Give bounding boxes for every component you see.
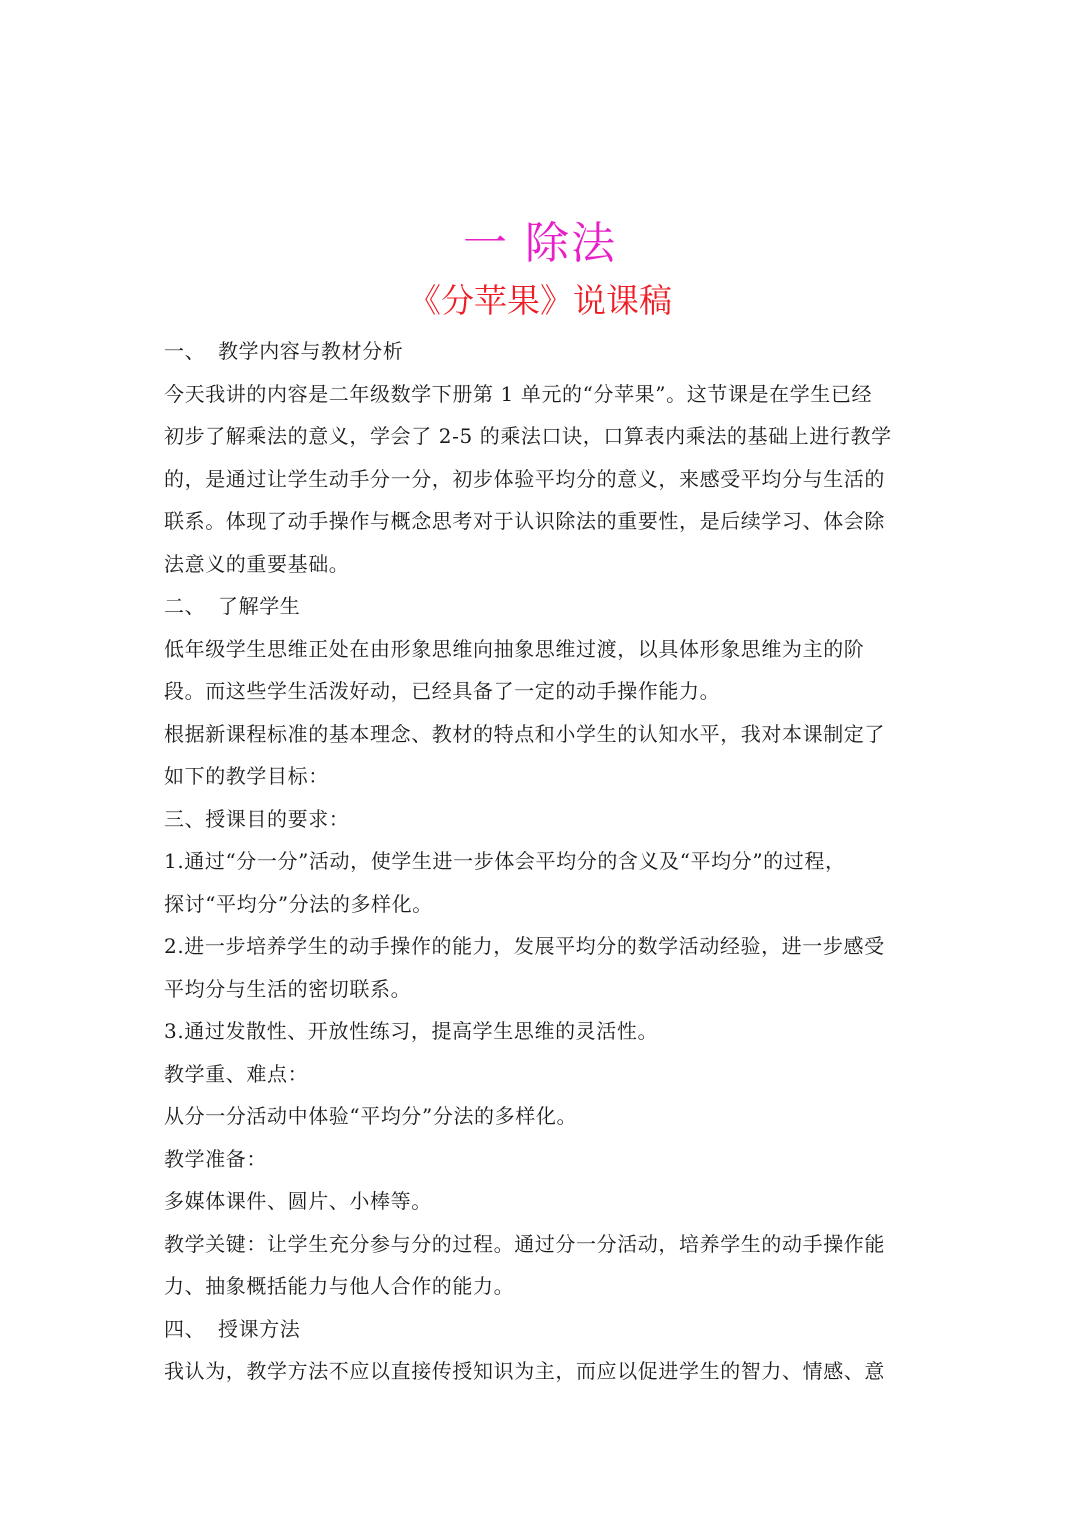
body-text-line: 段。而这些学生活泼好动，已经具备了一定的动手操作能力。 <box>164 679 721 703</box>
body-text-line: 从分一分活动中体验“平均分”分法的多样化。 <box>164 1104 578 1128</box>
body-text-line: 教学准备： <box>164 1146 267 1171</box>
body-text-line: 三、授课目的要求： <box>164 806 350 831</box>
body-text-line: 如下的教学目标： <box>164 764 329 788</box>
body-text-line: 初步了解乘法的意义，学会了 2-5 的乘法口诀，口算表内乘法的基础上进行教学 <box>164 424 892 448</box>
section-heading <box>164 330 918 373</box>
section-heading-text: 授课方法 <box>218 1316 301 1341</box>
body-text-line: 联系。体现了动手操作与概念思考对于认识除法的重要性，是后续学习、体会除 <box>164 509 885 533</box>
body-text-line: 2.进一步培养学生的动手操作的能力，发展平均分的数学活动经验，进一步感受 <box>164 934 885 958</box>
section-number: 二、 <box>164 594 206 618</box>
body-text-line: 我认为，教学方法不应以直接传授知识为主，而应以促进学生的智力、情感、意 <box>164 1359 885 1383</box>
body-text-line: 平均分与生活的密切联系。 <box>164 976 412 1001</box>
body-text-line: 根据新课程标准的基本理念、教材的特点和小学生的认知水平，我对本课制定了 <box>164 721 885 746</box>
body-text-line: 力、抽象概括能力与他人合作的能力。 <box>164 1274 515 1298</box>
section-number: 一、 <box>164 339 206 363</box>
body-text-line: 1.通过“分一分”活动，使学生进一步体会平均分的含义及“平均分”的过程， <box>164 849 846 873</box>
body-text-line: 今天我讲的内容是二年级数学下册第 1 单元的“分苹果”。这节课是在学生已经 <box>164 381 873 406</box>
section-heading-text: 教学内容与教材分析 <box>218 339 404 363</box>
body-text-line: 3.通过发散性、开放性练习，提高学生思维的灵活性。 <box>164 1019 659 1043</box>
body-text-line: 多媒体课件、圆片、小棒等。 <box>164 1189 432 1213</box>
section-number: 四、 <box>164 1316 206 1341</box>
body-text-line: 低年级学生思维正处在由形象思维向抽象思维过渡，以具体形象思维为主的阶 <box>164 636 865 661</box>
page-title: 一 除法 <box>463 218 617 269</box>
body-text-line: 探讨“平均分”分法的多样化。 <box>164 891 433 916</box>
body-text-line: 教学重、难点： <box>164 1061 309 1086</box>
body-text-line: 的，是通过让学生动手分一分，初步体验平均分的意义，来感受平均分与生活的 <box>164 466 885 491</box>
section-heading <box>164 585 918 628</box>
document-body <box>164 330 918 1393</box>
body-text-line: 教学关键：让学生充分参与分的过程。通过分一分活动，培养学生的动手操作能 <box>164 1231 885 1256</box>
section-heading <box>164 1308 918 1351</box>
body-text-line: 法意义的重要基础。 <box>164 551 350 576</box>
section-heading-text: 了解学生 <box>218 594 301 618</box>
page-subtitle: 《分苹果》说课稿 <box>408 281 672 320</box>
